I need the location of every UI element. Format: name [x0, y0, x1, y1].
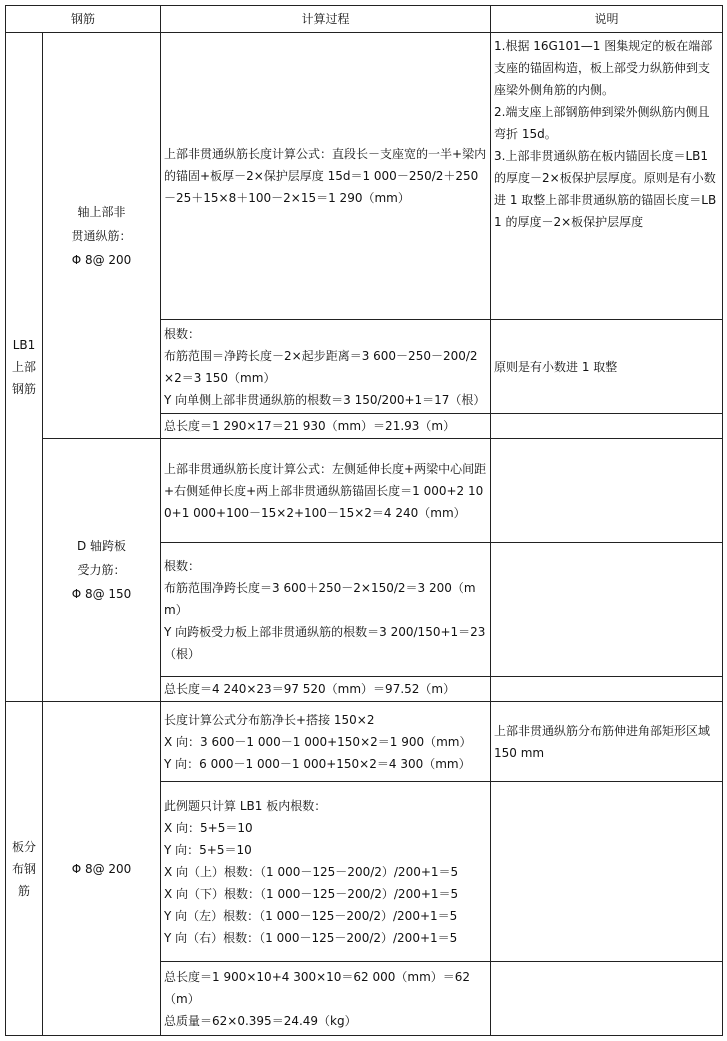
note-empty: [491, 962, 723, 1036]
header-note: 说明: [491, 6, 723, 33]
process-line: 根数：: [164, 558, 201, 573]
sub-label-line: 受力筋：: [77, 563, 126, 577]
process-total-length: 总长度＝1 290×17＝21 930（mm）＝21.93（m）: [161, 414, 491, 439]
note-empty: [491, 414, 723, 439]
process-line: X 向：5+5＝10: [164, 820, 253, 835]
section-label-line: LB1: [12, 338, 36, 352]
process-total-length: 总长度＝4 240×23＝97 520（mm）＝97.52（m）: [161, 677, 491, 702]
process-count: [161, 782, 491, 962]
note-distribution-extension: 上部非贯通纵筋分布筋伸进角部矩形区域 150 mm: [491, 702, 723, 782]
note-empty: [491, 782, 723, 962]
process-line: Y 向跨板受力板上部非贯通纵筋的根数＝3 200/150+1＝23（根）: [164, 624, 486, 661]
process-line: Y 向（左）根数：（1 000－125－200/2）/200+1＝5: [164, 908, 458, 923]
sub-label-line: D 轴跨板: [76, 539, 127, 553]
section-label-line: 筋: [17, 883, 30, 898]
table-row: [6, 702, 723, 782]
section-label-slab-distribution-rebar: [6, 702, 43, 1036]
sub-label-line: 轴上部非: [77, 204, 126, 219]
process-line: 总质量＝62×0.395＝24.49（kg）: [164, 1013, 357, 1028]
sub-label-line: 贯通纵筋：: [71, 228, 132, 243]
section-label-line: 布钢: [11, 861, 36, 876]
process-length-formula: 上部非贯通纵筋长度计算公式：直段长－支座宽的一半+梁内的锚固+板厚－2×保护层厚度 15d＝1 000－250/2＋250－25＋15×8＋100－2×15＝1 290（mm）: [161, 33, 491, 320]
process-line: 长度计算公式分布筋净长+搭接 150×2: [164, 712, 375, 727]
note-empty: [491, 439, 723, 543]
note-round-up: 原则是有小数进 1 取整: [491, 320, 723, 414]
process-line: Y 向（右）根数：（1 000－125－200/2）/200+1＝5: [164, 930, 458, 945]
process-line: Y 向单侧上部非贯通纵筋的根数＝3 150/200+1＝17（根）: [164, 392, 486, 407]
process-line: X 向（下）根数：（1 000－125－200/2）/200+1＝5: [164, 886, 459, 901]
process-total-length-mass: [161, 962, 491, 1036]
sub-label-axis-top-non-through-rebar: [43, 33, 161, 439]
process-line: X 向（上）根数：（1 000－125－200/2）/200+1＝5: [164, 864, 459, 879]
table-row: [6, 33, 723, 320]
note-empty: [491, 677, 723, 702]
note-line: 1.根据 16G101—1 图集规定的板在端部支座的锚固构造，板上部受力纵筋伸到支座梁外侧角筋的内侧。: [494, 39, 713, 97]
note-line: 2.端支座上部钢筋伸到梁外侧纵筋内侧且弯折 15d。: [494, 105, 710, 141]
header-process: 计算过程: [161, 6, 491, 33]
process-line: 此例题只计算 LB1 板内根数：: [164, 798, 327, 813]
sub-label-rebar-spec: Φ 8@ 200: [43, 702, 161, 1036]
section-label-lb1-top-rebar: [6, 33, 43, 702]
section-label-line: 钢筋: [11, 382, 36, 396]
process-line: 布筋范围＝净跨长度－2×起步距离＝3 600－250－200/2×2＝3 150（mm）: [164, 348, 478, 385]
sub-label-line: Φ 8@ 200: [71, 252, 132, 267]
rebar-calculation-table: [5, 5, 723, 1036]
note-anchorage-rules: [491, 33, 723, 320]
header-rebar: 钢筋: [6, 6, 161, 33]
sub-label-line: Φ 8@ 150: [71, 587, 132, 601]
process-length-formula: [161, 702, 491, 782]
table-row: [6, 439, 723, 543]
process-line: 根数：: [164, 326, 201, 341]
process-line: Y 向：5+5＝10: [164, 842, 252, 857]
note-line: 3.上部非贯通纵筋在板内锚固长度＝LB1 的厚度－2×板保护层厚度。原则是有小数进 1 取整上部非贯通纵筋的锚固长度＝LB1 的厚度－2×板保护层厚度: [494, 149, 717, 229]
process-length-formula: 上部非贯通纵筋长度计算公式：左侧延伸长度+两梁中心间距+右侧延伸长度+两上部非贯通纵筋锚固长度＝1 000+2 100+1 000+100－15×2+100－15×2＝4 240（mm）: [161, 439, 491, 543]
header-row: [6, 6, 723, 33]
process-count: [161, 320, 491, 414]
process-count: [161, 543, 491, 677]
process-line: X 向：3 600－1 000－1 000+150×2＝1 900（mm）: [164, 734, 472, 749]
section-label-line: 板分: [11, 839, 36, 854]
note-empty: [491, 543, 723, 677]
process-line: Y 向：6 000－1 000－1 000+150×2＝4 300（mm）: [164, 756, 471, 771]
section-label-line: 上部: [11, 360, 36, 374]
process-line: 布筋范围净跨长度＝3 600＋250－2×150/2＝3 200（mm）: [164, 580, 476, 617]
sub-label-d-axis-cross-slab-rebar: [43, 439, 161, 702]
process-line: 总长度＝1 900×10+4 300×10＝62 000（mm）＝62（m）: [164, 969, 471, 1006]
page: [5, 5, 723, 1036]
